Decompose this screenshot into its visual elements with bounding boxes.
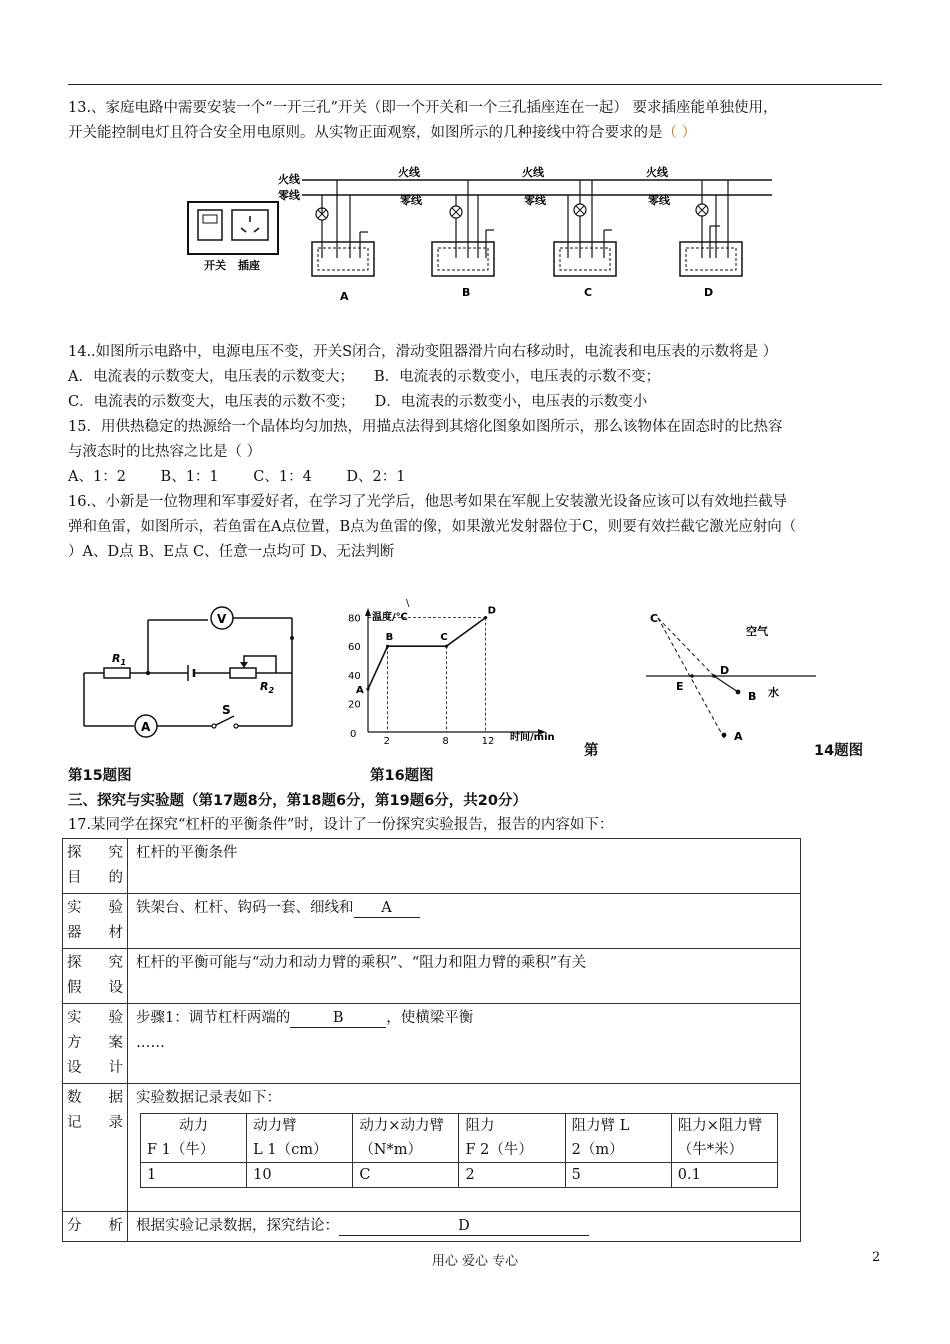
optics-diagram xyxy=(640,604,820,744)
caption-fig14: 14题图 xyxy=(814,743,864,759)
socket-label: 插座 xyxy=(238,259,260,272)
label-purpose: 探究 目的 xyxy=(63,839,128,894)
y-tick-label-80: 80 xyxy=(348,613,361,625)
q17-intro: 17.某同学在探究“杠杆的平衡条件”时，设计了一份探究实验报告，报告的内容如下： xyxy=(68,817,614,833)
q14-option-a: A．电流表的示数变大，电压表的示数变大； xyxy=(68,369,354,385)
q15-line1: 15．用供热稳定的热源给一个晶体均匀加热，用描点法得到其熔化图象如图所示，那么该物体在固态时的比热容 xyxy=(68,419,783,435)
content-plan: 步骤1：调节杠杆两端的 B ，使横梁平衡 …… xyxy=(128,1004,801,1084)
row-hypothesis xyxy=(63,949,801,1004)
blank-a: A xyxy=(354,899,420,918)
ammeter-label: A xyxy=(141,720,151,734)
content-data: 实验数据记录表如下： 动力 F 1（牛） 动力臂 L 1（cm） 动力×动力臂 （N*m） 阻力 F 2（牛） 阻力臂 L 2（m） 阻力×阻力臂 （牛*米） 1 10 C 2 5 0.1 xyxy=(128,1084,801,1212)
option-a-label: A xyxy=(340,290,349,303)
blank-b: B xyxy=(290,1009,386,1028)
q15-option-d: D、2：1 xyxy=(346,469,406,485)
wiring-option-c xyxy=(554,180,616,299)
q16-line3: ）A、D点 B、E点 C、任意一点均可 D、无法判断 xyxy=(68,544,395,560)
chart-mark: \ xyxy=(406,598,410,609)
point-d-label: D xyxy=(720,664,730,677)
q13-line2 xyxy=(68,123,696,143)
x-axis-label: 时间/min xyxy=(510,732,555,743)
row-analysis xyxy=(63,1212,801,1242)
caption-fig16: 第16题图 xyxy=(370,768,434,784)
content-purpose: 杠杆的平衡条件 xyxy=(128,839,801,894)
q16-line1: 16.、小新是一位物理和军事爱好者，在学习了光学后，他思考如果在军舰上安装激光设备应该可以有效地拦截导 xyxy=(68,494,788,510)
q16-line2: 弹和鱼雷，如图所示，若鱼雷在A点位置，B点为鱼雷的像，如果激光发射器位于C，则要有效拦截它激光应射向（ xyxy=(68,519,797,535)
q14-options-ab xyxy=(68,367,660,387)
header-l1: 动力臂 L 1（cm） xyxy=(247,1114,353,1163)
cell-f1: 1 xyxy=(141,1163,247,1188)
point-b-label: B xyxy=(748,690,757,703)
content-analysis: 根据实验记录数据，探究结论： D xyxy=(128,1212,801,1242)
data-point-A xyxy=(366,688,369,691)
air-label: 空气 xyxy=(746,625,768,638)
header-f2: 阻力 F 2（牛） xyxy=(459,1114,565,1163)
cell-f2l2: 0.1 xyxy=(671,1163,777,1188)
switch-s-label: S xyxy=(222,703,231,717)
caption-fig15: 第15题图 xyxy=(68,768,132,784)
q17-report-table xyxy=(62,838,801,1242)
fire-label-2: 火线 xyxy=(398,166,420,179)
label-hypothesis: 探究 假设 xyxy=(63,949,128,1004)
y-tick-label-20: 20 xyxy=(348,699,361,711)
cell-f2: 2 xyxy=(459,1163,565,1188)
point-label-D: D xyxy=(487,605,496,617)
row-purpose xyxy=(63,839,801,894)
plan-ellipsis: …… xyxy=(136,1035,165,1051)
x-tick-label-12: 12 xyxy=(481,736,495,746)
x-tick-label-2: 2 xyxy=(383,736,390,746)
caption-di: 第 xyxy=(584,743,599,759)
q14-stem: 14..如图所示电路中，电源电压不变，开关S闭合，滑动变阻器滑片向右移动时，电流表和电压表的示数将是 ） xyxy=(68,344,778,360)
data-point-B xyxy=(386,645,389,648)
fire-label-4: 火线 xyxy=(646,166,668,179)
row-equipment xyxy=(63,894,801,949)
q13-line2-text: 开关能控制电灯且符合安全用电原则。从实物正面观察，如图所示的几种接线中符合要求的是 xyxy=(68,125,663,141)
q14-option-b: B．电流表的示数变小，电压表的示数不变； xyxy=(373,369,661,385)
q15-option-b: B、1：1 xyxy=(160,469,219,485)
content-hypothesis: 杠杆的平衡可能与“动力和动力臂的乘积”、“阻力和阻力臂的乘积”有关 xyxy=(128,949,801,1004)
melting-curve-chart xyxy=(330,596,570,746)
header-l2: 阻力臂 L 2（m） xyxy=(565,1114,671,1163)
cell-f1l1: C xyxy=(353,1163,459,1188)
origin-label: 0 xyxy=(350,729,357,740)
q15-option-c: C、1：4 xyxy=(253,469,312,485)
data-value-row xyxy=(141,1163,778,1188)
section3-title: 三、探究与实验题（第17题8分，第18题6分，第19题6分，共20分） xyxy=(68,793,527,809)
footer-text: 用心 爱心 专心 xyxy=(431,1254,519,1269)
q14-options-cd xyxy=(68,392,647,412)
wiring-option-d xyxy=(680,180,742,299)
y-tick-label-60: 60 xyxy=(348,642,361,654)
chart-series-line xyxy=(368,618,486,690)
label-analysis: 分析 xyxy=(63,1212,128,1242)
switch-label: 开关 xyxy=(204,259,226,272)
data-header-row xyxy=(141,1114,778,1163)
q14-option-d: D．电流表的示数变小，电压表的示数变小 xyxy=(374,394,648,410)
fire-label-3: 火线 xyxy=(522,166,544,179)
r1-label: $R_1$ xyxy=(112,652,127,667)
label-plan: 实验 方案 设计 xyxy=(63,1004,128,1084)
water-label: 水 xyxy=(768,686,779,699)
content-equipment: 铁架台、杠杆、钩码一套、细线和 A xyxy=(128,894,801,949)
zero-label-4: 零线 xyxy=(648,194,670,207)
y-tick-label-40: 40 xyxy=(348,670,361,682)
header-rule xyxy=(68,84,882,85)
q14-option-c: C．电流表的示数变大，电压表的示数不变； xyxy=(68,394,355,410)
zero-label-3: 零线 xyxy=(524,194,546,207)
q13-answer-paren: （ ） xyxy=(662,125,697,141)
point-label-C: C xyxy=(440,632,448,644)
wiring-option-b xyxy=(432,180,494,299)
point-label-A: A xyxy=(356,685,364,697)
point-e-label: E xyxy=(676,680,684,693)
q13-line1: 13.、家庭电路中需要安装一个“一开三孔”开关（即一个开关和一个三孔插座连在一起） 要求插座能单独使用， xyxy=(68,100,778,116)
x-tick-label-8: 8 xyxy=(442,736,449,746)
blank-d: D xyxy=(339,1217,589,1236)
circuit-diagram xyxy=(70,598,310,746)
point-c-label: C xyxy=(650,612,659,625)
q15-line2: 与液态时的比热容之比是（ ） xyxy=(68,444,262,460)
wiring-option-a xyxy=(312,180,374,303)
row-plan xyxy=(63,1004,801,1084)
header-f1: 动力 F 1（牛） xyxy=(141,1114,247,1163)
q13-wiring-figure xyxy=(180,162,780,307)
row-data xyxy=(63,1084,801,1212)
data-record-table xyxy=(140,1113,778,1188)
voltmeter-label: V xyxy=(217,612,227,626)
data-point-C xyxy=(445,645,448,648)
y-axis-label: 温度/℃ xyxy=(372,612,408,623)
point-a-label: A xyxy=(734,730,743,743)
q15-options xyxy=(68,467,406,487)
header-f1l1: 动力×动力臂 （N*m） xyxy=(353,1114,459,1163)
option-d-label: D xyxy=(704,286,714,299)
cell-l2: 5 xyxy=(565,1163,671,1188)
zero-label-1: 零线 xyxy=(278,189,300,202)
cell-l1: 10 xyxy=(247,1163,353,1188)
option-b-label: B xyxy=(462,286,471,299)
label-equipment: 实验 器材 xyxy=(63,894,128,949)
label-data: 数据 记录 xyxy=(63,1084,128,1212)
fire-label-1: 火线 xyxy=(278,173,300,186)
page-number: 2 xyxy=(872,1250,881,1265)
header-f2l2: 阻力×阻力臂 （牛*米） xyxy=(671,1114,777,1163)
q15-option-a: A、1：2 xyxy=(68,469,126,485)
zero-label-2: 零线 xyxy=(400,194,422,207)
option-c-label: C xyxy=(584,286,593,299)
r2-label: $R_2$ xyxy=(260,680,275,695)
switch-socket-panel xyxy=(188,202,278,272)
point-label-B: B xyxy=(385,632,394,644)
